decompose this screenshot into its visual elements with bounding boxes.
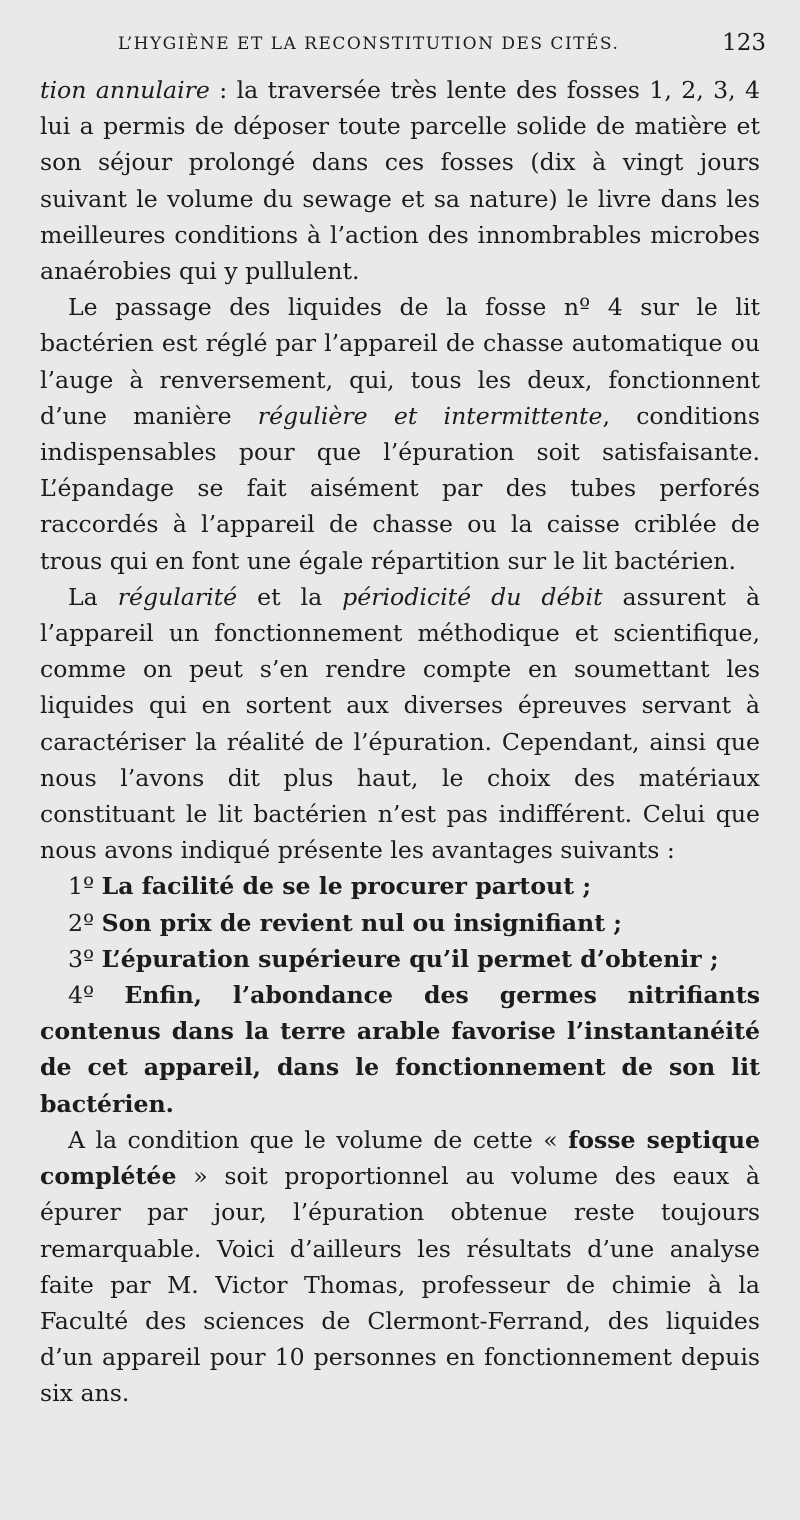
paragraph-3-part3: assurent à l’appareil un fonctionnement méthodique et scientifique, comme on peut s’en rendre compte en soumettant les liquides qui en sortent aux diverses épreuves servant à caractériser la réalité de l’épuration. Cependant, ainsi que nous l’avons dit plus haut, le choix des matériaux constituant le lit bactérien n’est pas indifférent. Celui que nous avons indiqué présente les avantages suivants : <box>40 582 761 865</box>
paragraph-3-part2: et la <box>237 582 343 611</box>
paragraph-2-part1: Le passage des liquides de la fosse nº 4 sur le lit bactérien est réglé par l’appareil de chasse automatique ou l’auge à renversement, qui, tous les deux, fonctionnent d’une manière <box>40 293 760 430</box>
list-item-number: 1º <box>68 872 102 901</box>
page-number: 123 <box>722 30 766 56</box>
list-item-text: Enfin, l’abondance des germes nitrifiants contenus dans la terre arable favorise l’instantanéité de cet appareil, dans le fonctionnement de son lit bactérien. <box>40 981 760 1118</box>
list-item <box>40 868 760 904</box>
paragraph-4-part2: » soit proportionnel au volume des eaux à épurer par jour, l’épuration obtenue reste toujours remarquable. Voici d’ailleurs les résultats d’une analyse faite par M. Victor Thomas, professeur de chimie à la Faculté des sciences de Clermont-Ferrand, des liquides d’un appareil pour 10 personnes en fonctionnement depuis six ans. <box>40 1162 760 1408</box>
paragraph-2-italic: régulière et intermittente <box>257 401 603 430</box>
paragraph-3-part1: La <box>68 582 118 611</box>
paragraph-4-part1: A la condition que le volume de cette « <box>68 1125 569 1154</box>
paragraph-3-italic-1: régularité <box>117 582 238 611</box>
paragraph-2-part2: , conditions indispensables pour que l’épuration soit satisfaisante. L’épandage se fait aisément par des tubes perforés raccordés à l’appareil de chasse ou la caisse criblée de trous qui en font une égale répartition sur le lit bactérien. <box>40 401 760 575</box>
list-item <box>40 941 760 977</box>
running-title: L’HYGIÈNE ET LA RECONSTITUTION DES CITÉS. <box>118 34 620 54</box>
list-item-number: 2º <box>68 908 102 937</box>
list-item-text: Son prix de revient nul ou insignifiant ; <box>101 908 623 937</box>
list-item-number: 3º <box>68 944 102 973</box>
paragraph-1-italic: tion annulaire <box>40 76 210 104</box>
list-item <box>40 905 760 941</box>
list-item-number: 4º <box>68 981 125 1010</box>
paragraph-2 <box>40 289 760 579</box>
list-item-text: L’épuration supérieure qu’il permet d’obtenir ; <box>101 944 719 973</box>
body-text <box>40 72 760 1412</box>
paragraph-4 <box>40 1122 760 1412</box>
paragraph-3 <box>40 579 760 869</box>
list-item <box>40 977 760 1122</box>
paragraph-4-bold: fosse septique complétée <box>40 1125 760 1191</box>
paragraph-1-text: : la traversée très lente des fosses 1, 2, 3, 4 lui a permis de déposer toute parcelle solide de matière et son séjour prolongé dans ces fosses (dix à vingt jours suivant le volume du sewage et sa nature) le livre dans les meilleures conditions à l’action des innombrables microbes anaérobies qui y pullulent. <box>40 76 760 286</box>
paragraph-1 <box>40 72 760 289</box>
running-head <box>118 30 766 64</box>
list-item-text: La facilité de se le procurer partout ; <box>101 872 592 901</box>
paragraph-3-italic-2: périodicité du débit <box>342 582 603 611</box>
